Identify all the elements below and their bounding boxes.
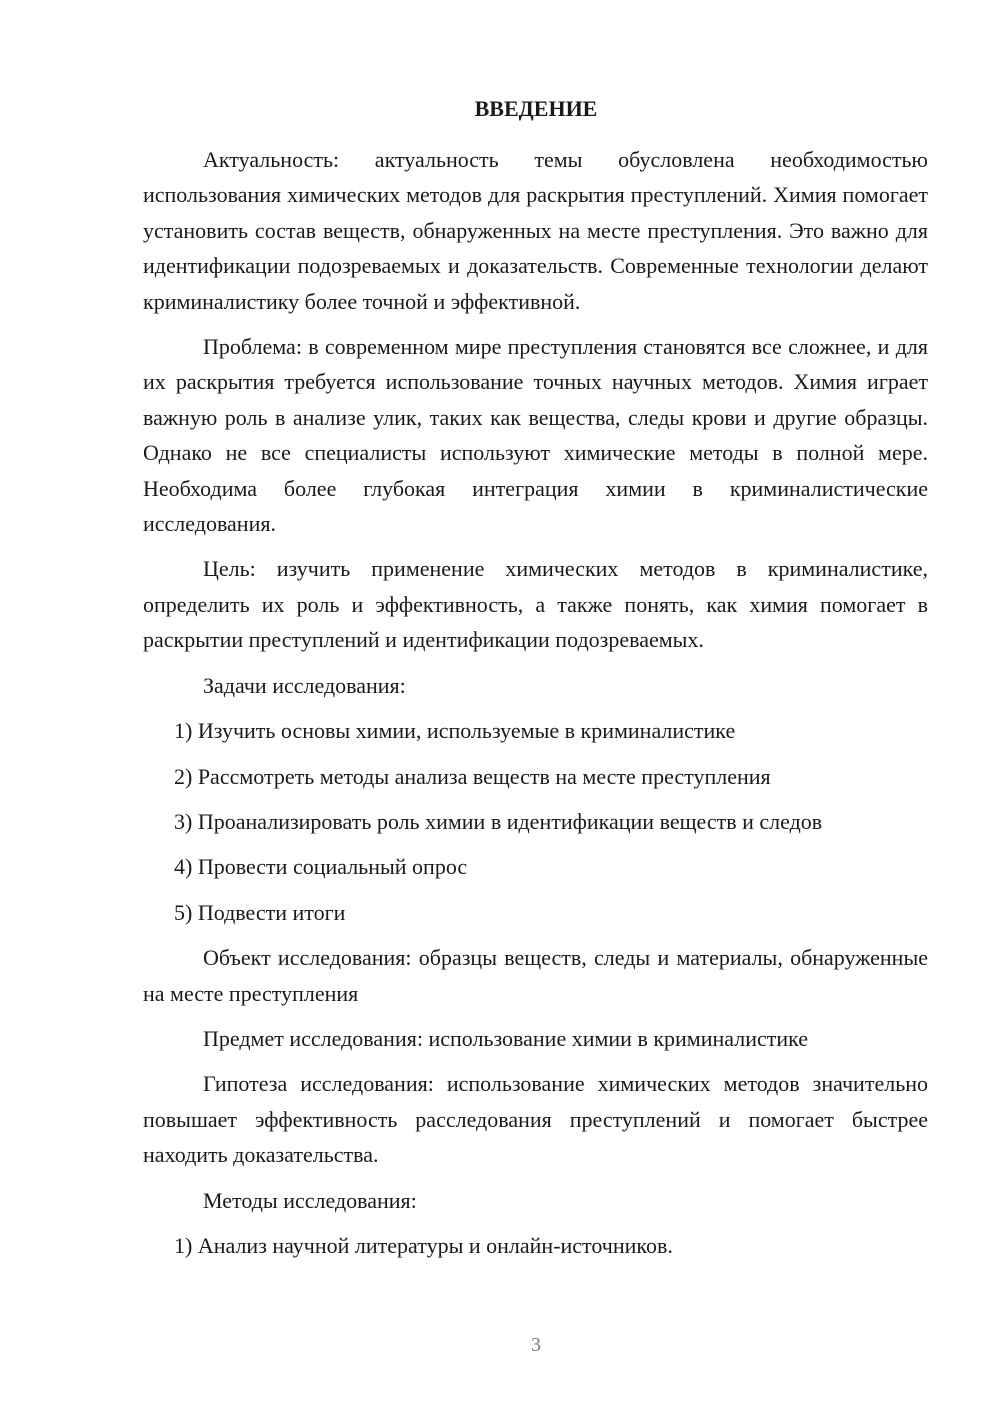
task-item-5: 5) Подвести итоги xyxy=(174,899,346,925)
hypothesis-paragraph: Гипотеза исследования: использование химических методов значительно повышает эффективность расследования преступлений и помогает быстрее находить доказательства. xyxy=(143,1071,928,1168)
task-item-2: 2) Рассмотреть методы анализа веществ на месте преступления xyxy=(174,763,771,789)
task-item-3: 3) Проанализировать роль химии в идентификации веществ и следов xyxy=(174,808,823,834)
problem-paragraph: Проблема: в современном мире преступления становятся все сложнее, и для их раскрытия требуется использование точных научных методов. Химия играет важную роль в анализе улик, таких как вещества, следы крови и другие образцы. Однако не все специалисты используют химические методы в полной мере. Необходима более глубокая интеграция химии в криминалистические исследования. xyxy=(143,334,928,537)
subject-paragraph: Предмет исследования: использование химии в криминалистике xyxy=(203,1025,809,1051)
method-item-1: 1) Анализ научной литературы и онлайн-источников. xyxy=(174,1232,673,1258)
tasks-heading: Задачи исследования: xyxy=(203,672,406,698)
object-paragraph: Объект исследования: образцы веществ, следы и материалы, обнаруженные на месте преступления xyxy=(143,945,928,1006)
task-item-4: 4) Провести социальный опрос xyxy=(174,854,468,880)
methods-heading: Методы исследования: xyxy=(203,1187,417,1213)
relevance-paragraph: Актуальность: актуальность темы обусловлена необходимостью использования химических методов для раскрытия преступлений. Химия помогает установить состав веществ, обнаруженных на месте преступления. Это важно для идентификации подозреваемых и доказательств. Современные технологии делают криминалистику более точной и эффективной. xyxy=(143,147,928,314)
page-number: 3 xyxy=(531,1334,541,1356)
goal-paragraph: Цель: изучить применение химических методов в криминалистике, определить их роль и эффективность, а также понять, как химия помогает в раскрытии преступлений и идентификации подозреваемых. xyxy=(143,556,928,653)
page-title: ВВЕДЕНИЕ xyxy=(474,96,598,121)
document-body xyxy=(143,142,928,1273)
task-item-1: 1) Изучить основы химии, используемые в криминалистике xyxy=(174,718,736,744)
